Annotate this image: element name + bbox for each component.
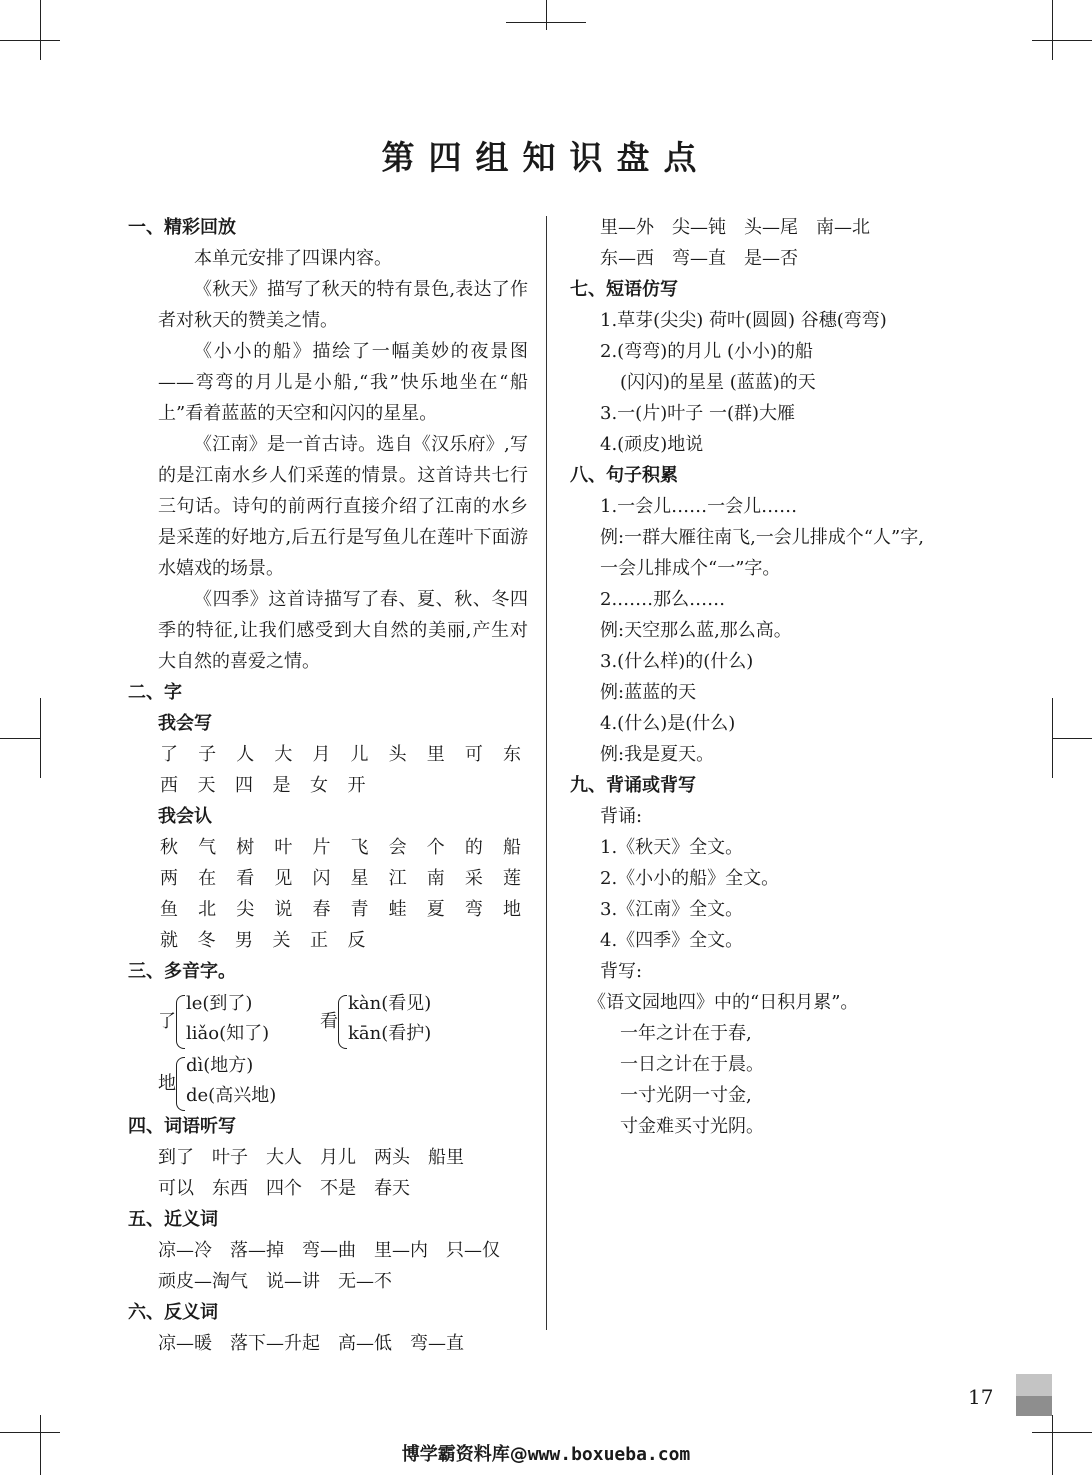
- text-line: 4.(什么)是(什么): [600, 713, 736, 734]
- char: 女: [310, 775, 328, 796]
- char-row: [128, 739, 523, 770]
- word-pair: 头—尾: [744, 217, 798, 238]
- text-line: 4.《四季》全文。: [600, 930, 744, 951]
- char-row: [128, 894, 523, 925]
- char: 江: [388, 868, 407, 889]
- char: 的: [464, 837, 483, 858]
- char: 青: [350, 899, 369, 920]
- page-title: 第四组知识盘点: [381, 138, 711, 177]
- char: 可: [464, 744, 483, 765]
- section-heading: 六、反义词: [128, 1302, 218, 1323]
- polyphone-char: 了: [158, 1011, 176, 1032]
- char: 反: [347, 930, 366, 951]
- text-line: 3.(什么样)的(什么): [600, 651, 754, 672]
- text-line: 例:天空那么蓝,那么高。: [600, 620, 792, 641]
- word-row: [128, 1328, 528, 1359]
- word-pair: 弯—直: [410, 1333, 464, 1354]
- word-pair: 弯—曲: [302, 1240, 356, 1261]
- char: 是: [272, 775, 291, 796]
- word-pair: 东—西: [600, 248, 654, 269]
- paragraph: 《四季》这首诗描写了春、夏、秋、冬四季的特征,让我们感受到大自然的美丽,产生对大自然的喜爱之情。: [158, 589, 528, 672]
- brace: [338, 995, 347, 1049]
- crop-mark: [1032, 1432, 1092, 1433]
- text-line: 2.(弯弯)的月儿 (小小)的船: [600, 341, 813, 362]
- char: 南: [426, 868, 445, 889]
- char: 说: [274, 899, 293, 920]
- text-line: 3.一(片)叶子 一(群)大雁: [600, 403, 795, 424]
- char: 月: [312, 744, 331, 765]
- paragraph: 《秋天》描写了秋天的特有景色,表达了作者对秋天的赞美之情。: [158, 279, 528, 331]
- poem-line: 一寸光阴一寸金,: [620, 1085, 752, 1106]
- polyphone-reading: kàn(看见): [348, 993, 432, 1014]
- word-pair: 落下—升起: [230, 1333, 320, 1354]
- polyphone-reading: dì(地方): [186, 1055, 254, 1076]
- char: 正: [310, 930, 328, 951]
- word: 东西: [212, 1178, 248, 1199]
- char: 子: [198, 744, 217, 765]
- char: 儿: [350, 744, 369, 765]
- word-pair: 凉—暖: [158, 1333, 212, 1354]
- char: 冬: [197, 930, 216, 951]
- brace: [176, 1057, 185, 1111]
- text-line: 1.草芽(尖尖) 荷叶(圆圆) 谷穗(弯弯): [600, 310, 887, 331]
- section-heading: 五、近义词: [128, 1209, 218, 1230]
- text-line: 《语文园地四》中的“日积月累”。: [588, 992, 859, 1013]
- word-row: [128, 1142, 528, 1173]
- text-line: 背诵:: [600, 806, 643, 827]
- word-row: [128, 1235, 528, 1266]
- char: 就: [160, 930, 178, 951]
- char: 叶: [274, 837, 293, 858]
- char: 男: [235, 930, 253, 951]
- char: 莲: [502, 868, 521, 889]
- word-pair: 顽皮—淘气: [158, 1271, 248, 1292]
- footer-site-name: 博学霸资料库@: [401, 1444, 528, 1465]
- poem-line: 寸金难买寸光阴。: [620, 1116, 764, 1137]
- paragraph: 《小小的船》描绘了一幅美妙的夜景图——弯弯的月儿是小船,“我”快乐地坐在“船上”看着蓝蓝的天空和闪闪的星星。: [158, 341, 528, 424]
- footer-watermark: [0, 1440, 1092, 1466]
- text-line: 一会儿排成个“一”字。: [600, 558, 781, 579]
- word-pair: 无—不: [338, 1271, 392, 1292]
- text-line: 1.一会儿……一会儿……: [600, 496, 798, 517]
- char: 春: [312, 899, 331, 920]
- word-pair: 只—仅: [446, 1240, 500, 1261]
- section-heading: 八、句子积累: [570, 465, 678, 486]
- section-heading: 九、背诵或背写: [570, 775, 696, 796]
- char-row: [128, 832, 523, 863]
- char: 里: [426, 744, 445, 765]
- word: 月儿: [320, 1147, 356, 1168]
- text-line: 背写:: [600, 961, 643, 982]
- word-pair: 里—外: [600, 217, 654, 238]
- word-pair: 弯—直: [672, 248, 726, 269]
- word-pair: 说—讲: [266, 1271, 320, 1292]
- char: 开: [347, 775, 366, 796]
- word-pair: 是—否: [744, 248, 798, 269]
- crop-mark: [1052, 738, 1092, 739]
- char: 天: [197, 775, 216, 796]
- section-heading: 一、精彩回放: [128, 217, 236, 238]
- right-column: [570, 212, 990, 1142]
- crop-mark: [546, 0, 547, 30]
- word-pair: 里—内: [374, 1240, 428, 1261]
- char: 气: [198, 837, 217, 858]
- text-line: (闪闪)的星星 (蓝蓝)的天: [620, 372, 816, 393]
- word: 船里: [428, 1147, 464, 1168]
- word-pair: 高—低: [338, 1333, 392, 1354]
- footer-url: www.boxueba.com: [527, 1444, 691, 1465]
- char: 地: [502, 899, 521, 920]
- paragraph: 《江南》是一首古诗。选自《汉乐府》,写的是江南水乡人们采莲的情景。这首诗共七行三句话。诗句的前两行直接介绍了江南的水乡是采莲的好地方,后五行是写鱼儿在莲叶下面游水嬉戏的场景。: [158, 434, 528, 579]
- char: 头: [388, 744, 407, 765]
- char: 鱼: [160, 899, 178, 920]
- text-line: 例:一群大雁往南飞,一会儿排成个“人”字,: [600, 527, 924, 548]
- subheading: 我会认: [158, 806, 212, 827]
- word-row: [128, 1173, 528, 1204]
- crop-mark: [0, 738, 40, 739]
- brace: [176, 995, 185, 1049]
- char: 见: [274, 868, 293, 889]
- section-heading: 七、短语仿写: [570, 279, 678, 300]
- char: 了: [160, 744, 178, 765]
- crop-mark: [0, 1432, 60, 1433]
- word: 可以: [158, 1178, 194, 1199]
- polyphone-reading: liǎo(知了): [186, 1023, 270, 1044]
- left-column: [128, 212, 528, 1359]
- crop-mark: [0, 40, 60, 41]
- char: 蛙: [388, 899, 407, 920]
- crop-mark: [40, 698, 41, 778]
- page-number: 17: [968, 1385, 994, 1409]
- char: 个: [426, 837, 445, 858]
- poem-line: 一日之计在于晨。: [620, 1054, 764, 1075]
- char-row: [128, 863, 523, 894]
- char: 北: [198, 899, 217, 920]
- word-pair: 落—掉: [230, 1240, 284, 1261]
- text-line: 2.《小小的船》全文。: [600, 868, 780, 889]
- polyphone-block: [128, 987, 528, 1111]
- word: 到了: [158, 1147, 194, 1168]
- word-pair: 南—北: [816, 217, 870, 238]
- page-tab-dark: [1016, 1396, 1052, 1416]
- word: 大人: [266, 1147, 302, 1168]
- char: 在: [198, 868, 217, 889]
- subheading: 我会写: [158, 713, 212, 734]
- char: 树: [236, 837, 255, 858]
- char: 四: [235, 775, 253, 796]
- crop-mark: [40, 0, 41, 60]
- word-row: [128, 1266, 528, 1297]
- polyphone-char: 看: [320, 1011, 338, 1032]
- text-line: 2.……那么……: [600, 589, 726, 610]
- char: 看: [236, 868, 255, 889]
- column-divider: [546, 216, 547, 1330]
- crop-mark: [1052, 0, 1053, 60]
- text-line: 4.(顽皮)地说: [600, 434, 704, 455]
- word-row: [570, 212, 990, 243]
- char: 会: [388, 837, 407, 858]
- text-line: 3.《江南》全文。: [600, 899, 744, 920]
- char: 东: [502, 744, 521, 765]
- paragraph: 本单元安排了四课内容。: [194, 248, 392, 269]
- char-row: [128, 770, 523, 801]
- word: 春天: [374, 1178, 410, 1199]
- char: 船: [502, 837, 521, 858]
- section-heading: 四、词语听写: [128, 1116, 236, 1137]
- text-line: 例:我是夏天。: [600, 744, 715, 765]
- word: 四个: [266, 1178, 302, 1199]
- char: 弯: [464, 899, 483, 920]
- section-heading: 二、字: [128, 682, 182, 703]
- char: 星: [350, 868, 369, 889]
- word: 两头: [374, 1147, 410, 1168]
- text-line: 1.《秋天》全文。: [600, 837, 744, 858]
- polyphone-reading: kān(看护): [348, 1023, 432, 1044]
- word-pair: 尖—钝: [672, 217, 726, 238]
- char: 关: [272, 930, 291, 951]
- word: 不是: [320, 1178, 356, 1199]
- char: 人: [236, 744, 255, 765]
- char-row: [128, 925, 523, 956]
- polyphone-char: 地: [158, 1073, 176, 1094]
- word: 叶子: [212, 1147, 248, 1168]
- char: 采: [464, 868, 483, 889]
- polyphone-reading: le(到了): [186, 993, 253, 1014]
- crop-mark: [1052, 698, 1053, 778]
- char: 两: [160, 868, 178, 889]
- page-tab-light: [1016, 1374, 1052, 1396]
- word-row: [570, 243, 990, 274]
- char: 西: [160, 775, 178, 796]
- polyphone-reading: de(高兴地): [186, 1085, 277, 1106]
- char: 闪: [312, 868, 331, 889]
- poem-line: 一年之计在于春,: [620, 1023, 752, 1044]
- char: 尖: [236, 899, 255, 920]
- crop-mark: [1032, 40, 1092, 41]
- word-pair: 凉—冷: [158, 1240, 212, 1261]
- char: 秋: [160, 837, 178, 858]
- char: 飞: [350, 837, 369, 858]
- char: 片: [312, 837, 331, 858]
- text-line: 例:蓝蓝的天: [600, 682, 697, 703]
- char: 大: [274, 744, 293, 765]
- section-heading: 三、多音字。: [128, 961, 236, 982]
- char: 夏: [426, 899, 445, 920]
